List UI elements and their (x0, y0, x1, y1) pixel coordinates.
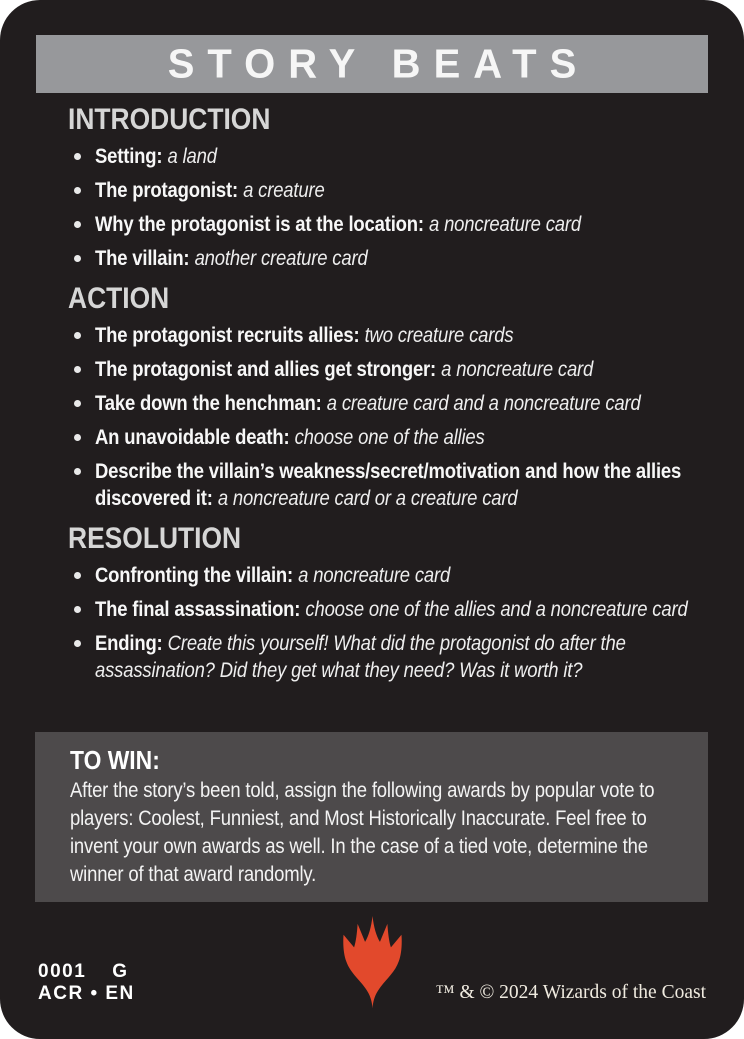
beat-text (95, 177, 708, 204)
list-item (36, 356, 708, 383)
beat-label: Ending: (95, 632, 163, 655)
bullet-icon (74, 400, 81, 407)
list-item (36, 177, 708, 204)
introduction-list (36, 143, 708, 272)
beat-text (95, 596, 708, 623)
beat-value: a creature card and a noncreature card (326, 392, 641, 415)
list-item (36, 143, 708, 170)
list-item (36, 211, 708, 238)
beat-label: Confronting the villain: (95, 564, 294, 587)
title-bar (36, 35, 708, 93)
beat-label: An unavoidable death: (95, 426, 290, 449)
beat-value: a creature (243, 179, 325, 202)
rarity-letter: G (112, 961, 129, 982)
bullet-icon (74, 255, 81, 262)
list-item (36, 562, 708, 589)
to-win-body: After the story’s been told, assign the following awards by popular vote to players: Coolest, Funniest, and Most Historically Inaccurate. Feel free to invent your own awards as well. In the case of a tied vote, determine the winner of that award randomly. (70, 779, 655, 886)
to-win-heading: TO WIN: (70, 745, 160, 775)
beat-label: The protagonist recruits allies: (95, 324, 360, 347)
beat-value: another creature card (194, 247, 368, 270)
bullet-icon (74, 187, 81, 194)
planeswalker-icon-path (343, 916, 401, 1008)
beat-value: choose one of the allies and a noncreature card (305, 598, 688, 621)
beat-value: a land (167, 145, 217, 168)
collector-number: 0001 (38, 961, 87, 982)
beat-label: Describe the villain’s weakness/secret/motivation and how the allies discovered it: (95, 460, 682, 510)
list-item (36, 458, 708, 512)
list-item (36, 390, 708, 417)
list-item (36, 245, 708, 272)
collector-info (38, 961, 135, 1005)
copyright-line: ™ & © 2024 Wizards of the Coast (435, 982, 706, 1003)
beat-text (95, 424, 708, 451)
list-item (36, 630, 708, 684)
beat-text (95, 143, 708, 170)
rules-text (36, 93, 708, 691)
beat-value: a noncreature card (429, 213, 581, 236)
bullet-icon (74, 221, 81, 228)
beat-text (95, 458, 708, 512)
beat-value: Create this yourself! What did the protagonist do after the assassination? Did they get what they need? Was it worth it? (95, 632, 626, 682)
beat-label: The protagonist: (95, 179, 238, 202)
planeswalker-icon (336, 916, 409, 1010)
bullet-icon (74, 153, 81, 160)
beat-label: The protagonist and allies get stronger: (95, 358, 437, 381)
bullet-icon (74, 640, 81, 647)
beat-value: choose one of the allies (294, 426, 485, 449)
bullet-icon (74, 468, 81, 475)
beat-text (95, 562, 708, 589)
beat-text (95, 211, 708, 238)
beat-label: Why the protagonist is at the location: (95, 213, 424, 236)
beat-value: a noncreature card (441, 358, 594, 381)
beat-value: two creature cards (364, 324, 514, 347)
action-list (36, 322, 708, 512)
section-heading-introduction: INTRODUCTION (68, 103, 271, 136)
bullet-icon (74, 606, 81, 613)
beat-value: a noncreature card (298, 564, 451, 587)
beat-label: The final assassination: (95, 598, 301, 621)
list-item (36, 322, 708, 349)
beat-value: a noncreature card or a creature card (217, 487, 518, 510)
list-item (36, 424, 708, 451)
set-code: ACR • EN (38, 983, 135, 1004)
to-win-box (35, 732, 708, 902)
bullet-icon (74, 332, 81, 339)
beat-text (95, 356, 708, 383)
bullet-icon (74, 366, 81, 373)
section-heading-action: ACTION (68, 282, 170, 315)
beat-text (95, 390, 708, 417)
beat-text (95, 630, 708, 684)
section-heading-resolution: RESOLUTION (68, 522, 242, 555)
beat-text (95, 245, 708, 272)
list-item (36, 596, 708, 623)
bullet-icon (74, 434, 81, 441)
beat-label: Take down the henchman: (95, 392, 322, 415)
resolution-list (36, 562, 708, 684)
card-title: STORY BEATS (167, 41, 590, 86)
collector-line-1 (38, 961, 135, 983)
beat-label: The villain: (95, 247, 190, 270)
beat-label: Setting: (95, 145, 163, 168)
bullet-icon (74, 572, 81, 579)
beat-text (95, 322, 708, 349)
